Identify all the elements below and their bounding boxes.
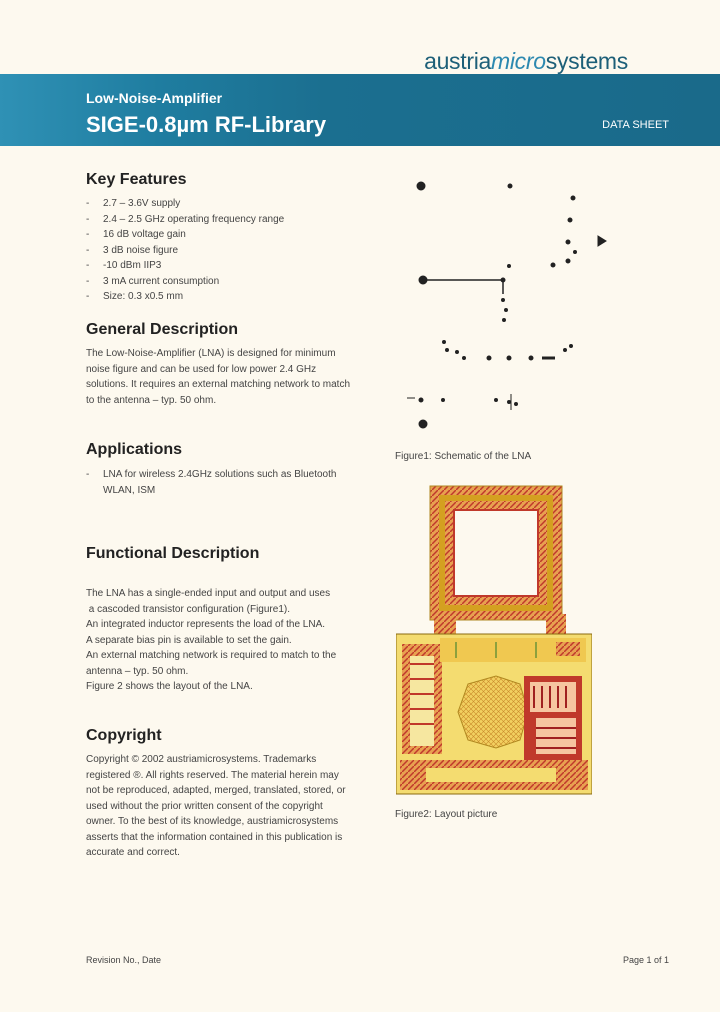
applications-heading: Applications [86, 441, 183, 458]
brand-prefix: austria [424, 48, 492, 74]
revision-label: Revision No., Date [86, 955, 162, 965]
general-description-heading: General Description [86, 321, 239, 338]
document-title: SIGE-0.8µm RF-Library [86, 112, 327, 137]
list-item: - 3 mA current consumption [86, 275, 220, 287]
key-features-heading: Key Features [86, 171, 187, 188]
figure2-caption: Figure2: Layout picture [395, 809, 498, 820]
list-item: - -10 dBm IIP3 [86, 260, 162, 271]
lna-layout-figure [396, 484, 592, 796]
list-item: - 16 dB voltage gain [86, 229, 186, 240]
brand-suffix: systems [545, 48, 628, 74]
lna-schematic-figure [395, 170, 625, 440]
list-item: - Size: 0.3 x0.5 mm [86, 291, 184, 302]
applications-text: - LNA for wireless 2.4GHz solutions such as Bluetooth WLAN, ISM [86, 469, 337, 496]
copyright-heading: Copyright [86, 727, 162, 744]
list-item: - 2.4 – 2.5 GHz operating frequency range [86, 213, 285, 225]
title-band [0, 74, 720, 146]
list-item: - 3 dB noise figure [86, 244, 179, 256]
list-item: - 2.7 – 3.6V supply [86, 198, 181, 209]
doc-type-label: DATA SHEET [602, 119, 669, 131]
key-features-list [86, 196, 284, 305]
brand-logo [424, 48, 628, 75]
document-subtitle: Low-Noise-Amplifier [86, 90, 223, 106]
functional-description-heading: Functional Description [86, 545, 260, 562]
general-description-text: The Low-Noise-Amplifier (LNA) is designed for minimum noise figure and can be used for low power 2.4 GHz solutions. It requires an external matching network to match to the antenna – typ. 50 ohm. [86, 348, 351, 406]
figure1-caption: Figure1: Schematic of the LNA [395, 451, 532, 462]
copyright-text: Copyright © 2002 austriamicrosystems. Trademarks registered ®. All rights reserved. The material herein may not be reproduced, adapted, merged, translated, stored, or used without the prior written consent of the copyright owner. To the best of its knowledge, austriamicrosystems asserts that the information contained in this publication is accurate and correct. [86, 754, 346, 858]
page-number: Page 1 of 1 [622, 955, 669, 965]
functional-description-text: The LNA has a single-ended input and output and uses a cascoded transistor configuration (Figure1). An integrated inductor represents the load of the LNA. A separate bias pin is available to set the gain. An external matching network is required to match to the antenna – typ. 50 ohm. Figure 2 shows the layout of the LNA. [86, 588, 337, 692]
brand-mid: micro [491, 48, 546, 74]
